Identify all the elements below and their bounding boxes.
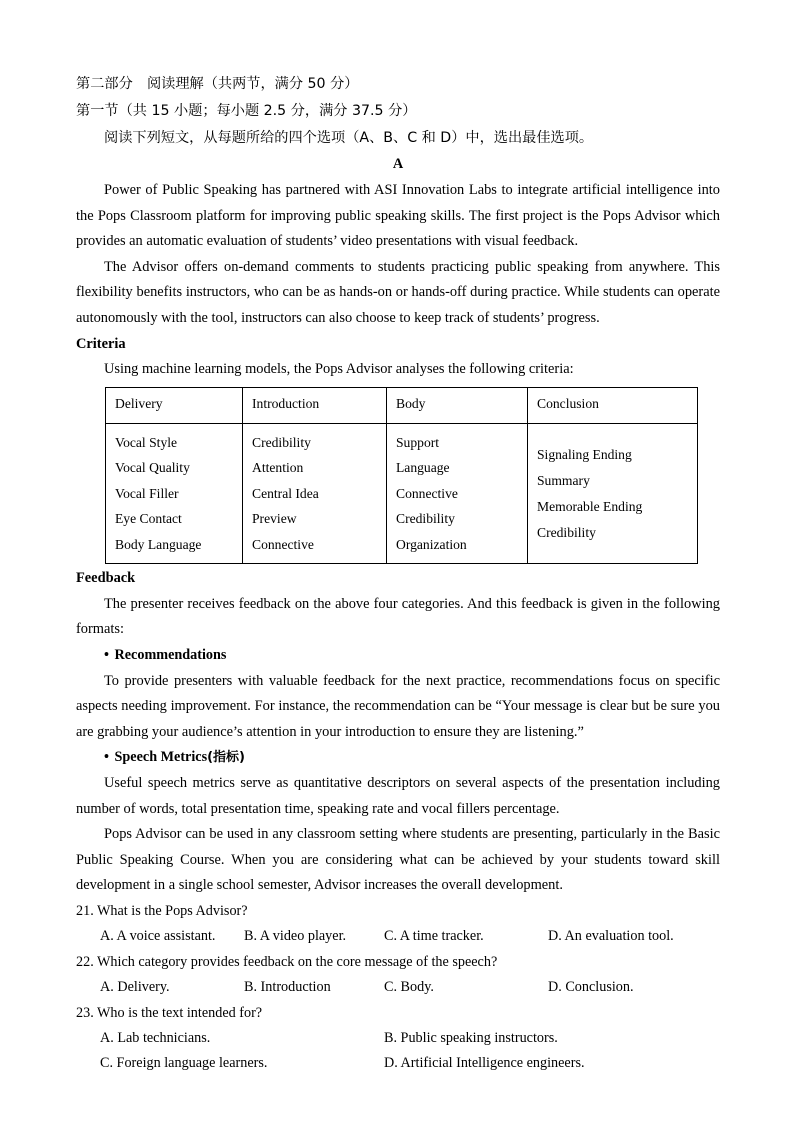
list-item: Preview — [252, 511, 297, 527]
passage-paragraph-last: Pops Advisor can be used in any classroom setting where students are presenting, particularly in the Basic Public Speaking Course. When you are considering what can be achieved by your students toward skill development in a single school semester, Advisor increases the overall development. — [76, 826, 720, 894]
option-d[interactable]: D. Conclusion. — [548, 979, 634, 996]
list-item: Vocal Quality — [115, 460, 190, 476]
list-item: Eye Contact — [115, 511, 182, 527]
option-b[interactable]: B. A video player. — [244, 928, 347, 945]
list-item: Credibility — [252, 434, 311, 450]
table-cell-introduction-items — [243, 423, 387, 564]
option-a[interactable]: A. A voice assistant. — [100, 928, 216, 945]
question-23-options-row-2 — [76, 1051, 720, 1076]
question-23-stem: 23. Who is the text intended for? — [76, 1004, 263, 1021]
table-header-delivery: Delivery — [106, 387, 243, 423]
passage-label: A — [392, 156, 404, 172]
bullet-dot-icon: • — [104, 749, 115, 766]
list-item: Credibility — [396, 511, 455, 527]
part-heading: 第二部分 阅读理解（共两节，满分 50 分） — [76, 76, 359, 92]
list-item: Central Idea — [252, 485, 319, 501]
bullet-recommendations — [76, 643, 720, 669]
table-header-body: Body — [387, 387, 528, 423]
passage-paragraph-1: Power of Public Speaking has partnered with ASI Innovation Labs to integrate artificial intelligence into the Pops Classroom platform for improving public speaking skills. The first project is the Pops Advisor which provides an automatic evaluation of students’ video presentations with visual feedback. — [76, 182, 720, 250]
feedback-heading: Feedback — [76, 570, 136, 587]
bullet-recommendations-label: Recommendations — [114, 647, 227, 664]
passage-paragraph-2: The Advisor offers on-demand comments to students practicing public speaking from anywhere. This flexibility benefits instructors, who can be as hands-on or hands-off during practice. While students can operate autonomously with the tool, instructors can also choose to keep track of students’ progress. — [76, 258, 720, 326]
option-c[interactable]: C. Body. — [384, 979, 434, 996]
table-header-conclusion: Conclusion — [528, 387, 698, 423]
feedback-intro: The presenter receives feedback on the above four categories. And this feedback is given in the following formats: — [76, 595, 720, 638]
list-item: Body Language — [115, 536, 202, 552]
list-item: Language — [396, 460, 450, 476]
list-item: Connective — [252, 536, 314, 552]
list-item: Support — [396, 434, 440, 450]
conclusion-list — [537, 442, 697, 546]
question-23-options-row-1 — [76, 1026, 720, 1051]
section-heading: 第一节（共 15 小题；每小题 2.5 分，满分 37.5 分） — [76, 103, 417, 119]
list-item: Connective — [396, 485, 458, 501]
bullet-speech-metrics-zh: (指标) — [207, 750, 245, 766]
list-item: Credibility — [537, 524, 596, 540]
reading-instruction: 阅读下列短文，从每题所给的四个选项（A、B、C 和 D）中，选出最佳选项。 — [104, 130, 594, 146]
recommendations-body: To provide presenters with valuable feedback for the next practice, recommendations focus on specific aspects needing improvement. For instance, the recommendation can be “Your message is clear but be sure you are grabbing your audience’s attention in your introduction to ensure they are listening.” — [76, 672, 720, 740]
option-a[interactable]: A. Lab technicians. — [100, 1029, 211, 1046]
option-c[interactable]: C. A time tracker. — [384, 928, 484, 945]
body-list — [396, 430, 527, 558]
question-21-options — [76, 924, 720, 949]
introduction-list — [252, 430, 386, 558]
question-21-stem: 21. What is the Pops Advisor? — [76, 902, 248, 919]
list-item: Signaling Ending — [537, 446, 632, 462]
question-22-stem: 22. Which category provides feedback on the core message of the speech? — [76, 953, 498, 970]
option-d[interactable]: D. Artificial Intelligence engineers. — [384, 1055, 585, 1072]
criteria-table — [105, 387, 698, 565]
list-item: Vocal Style — [115, 434, 178, 450]
table-header-introduction: Introduction — [243, 387, 387, 423]
table-cell-body-items — [387, 423, 528, 564]
option-d[interactable]: D. An evaluation tool. — [548, 928, 674, 945]
criteria-heading: Criteria — [76, 335, 126, 352]
option-a[interactable]: A. Delivery. — [100, 979, 170, 996]
list-item: Summary — [537, 472, 590, 488]
list-item: Memorable Ending — [537, 498, 643, 514]
question-22-options — [76, 975, 720, 1000]
option-b[interactable]: B. Public speaking instructors. — [384, 1029, 558, 1046]
table-row — [106, 423, 698, 564]
table-cell-delivery-items — [106, 423, 243, 564]
criteria-table-wrapper — [76, 387, 720, 565]
delivery-list — [115, 430, 242, 558]
speech-metrics-body: Useful speech metrics serve as quantitative descriptors on several aspects of the presentation including number of words, total presentation time, speaking rate and vocal fillers percentage. — [76, 775, 720, 817]
list-item: Attention — [252, 460, 304, 476]
list-item: Organization — [396, 536, 467, 552]
option-b[interactable]: B. Introduction — [244, 979, 331, 996]
bullet-speech-metrics-label: Speech Metrics — [114, 749, 208, 766]
table-cell-conclusion-items — [528, 423, 698, 564]
criteria-intro: Using machine learning models, the Pops Advisor analyses the following criteria: — [104, 361, 574, 378]
bullet-speech-metrics — [76, 745, 720, 771]
list-item: Vocal Filler — [115, 485, 179, 501]
option-c[interactable]: C. Foreign language learners. — [100, 1055, 268, 1072]
table-header-row — [106, 387, 698, 423]
bullet-dot-icon: • — [104, 647, 115, 664]
